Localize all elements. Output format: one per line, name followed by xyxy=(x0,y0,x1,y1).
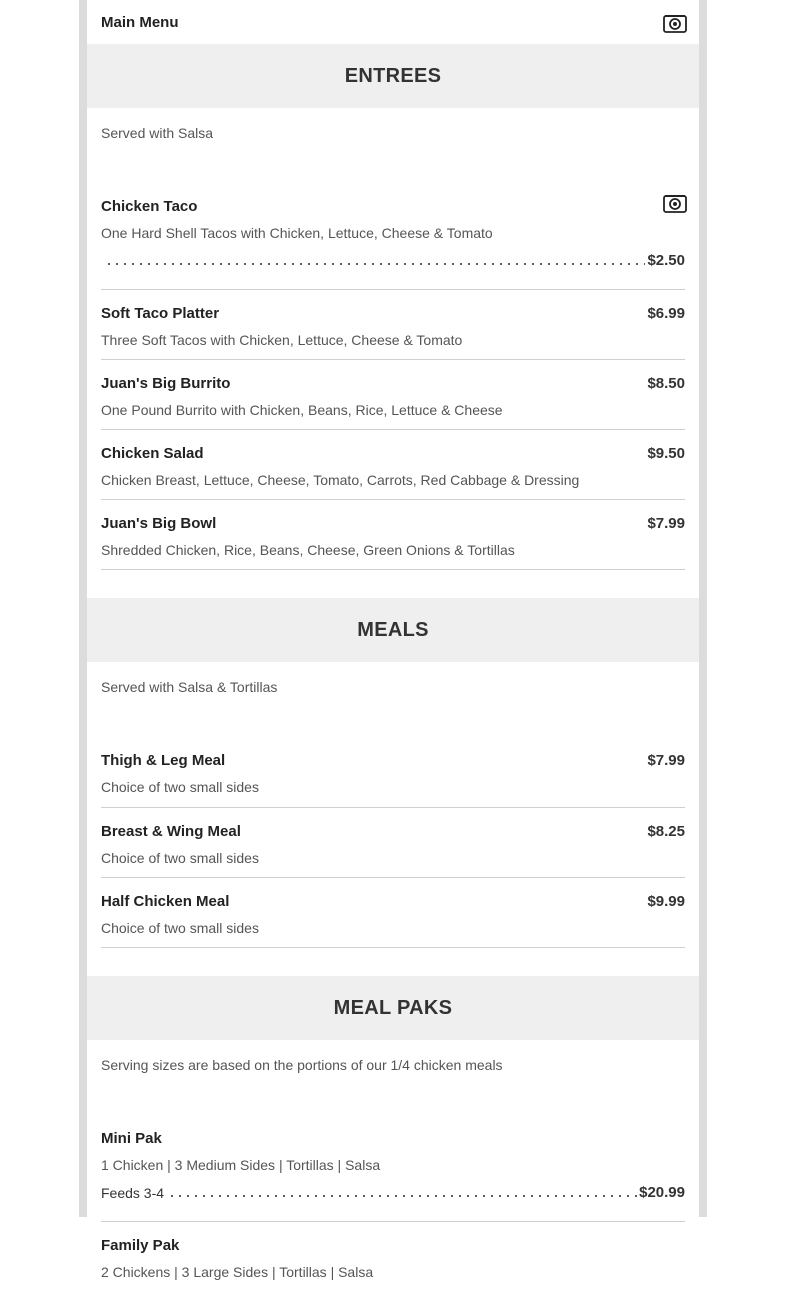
item-price: $9.99 xyxy=(647,893,685,910)
item-description: Chicken Breast, Lettuce, Cheese, Tomato, Carrots, Red Cabbage & Dressing xyxy=(101,472,580,488)
item-name: Breast & Wing Meal xyxy=(101,823,241,840)
menu-title: Main Menu xyxy=(101,13,179,31)
menu-item[interactable] xyxy=(101,500,685,570)
section-heading-meal-paks: MEAL PAKS xyxy=(87,976,699,1040)
menu-panel xyxy=(87,0,699,1280)
item-price: $6.99 xyxy=(647,305,685,322)
item-description: Choice of two small sides xyxy=(101,779,259,795)
item-name: Juan's Big Burrito xyxy=(101,375,231,392)
menu-item[interactable] xyxy=(101,808,685,878)
menu-header xyxy=(87,0,699,44)
section-heading-entrees: ENTREES xyxy=(87,44,699,108)
menu-item[interactable] xyxy=(101,719,685,808)
dot-leader xyxy=(168,1190,637,1198)
item-name: Chicken Taco xyxy=(101,198,198,215)
item-name: Chicken Salad xyxy=(101,445,204,462)
section-note-entrees: Served with Salsa xyxy=(101,125,214,141)
dot-leader xyxy=(105,258,645,266)
item-price: $2.50 xyxy=(647,252,685,269)
camera-icon[interactable] xyxy=(663,13,685,31)
section-note-meals: Served with Salsa & Tortillas xyxy=(101,679,278,695)
section-heading-meals: MEALS xyxy=(87,598,699,662)
menu-item[interactable] xyxy=(101,165,685,290)
item-price: $8.25 xyxy=(647,823,685,840)
camera-icon[interactable] xyxy=(663,193,685,211)
item-name: Soft Taco Platter xyxy=(101,305,220,322)
item-description: One Pound Burrito with Chicken, Beans, Rice, Lettuce & Cheese xyxy=(101,402,503,418)
item-description: One Hard Shell Tacos with Chicken, Lettuce, Cheese & Tomato xyxy=(101,225,493,241)
menu-item[interactable] xyxy=(101,430,685,500)
item-price: $20.99 xyxy=(639,1184,685,1201)
item-description: Three Soft Tacos with Chicken, Lettuce, Cheese & Tomato xyxy=(101,332,463,348)
menu-item[interactable] xyxy=(101,290,685,360)
item-name: Juan's Big Bowl xyxy=(101,515,217,532)
menu-item[interactable] xyxy=(101,1222,685,1291)
item-price: $8.50 xyxy=(647,375,685,392)
item-price: $7.99 xyxy=(647,515,685,532)
item-description: Shredded Chicken, Rice, Beans, Cheese, Green Onions & Tortillas xyxy=(101,542,515,558)
item-description: Choice of two small sides xyxy=(101,850,259,866)
item-serves: Feeds 3-4 xyxy=(101,1185,165,1201)
menu-item[interactable] xyxy=(101,1097,685,1222)
item-name: Family Pak xyxy=(101,1237,180,1254)
item-description: 2 Chickens | 3 Large Sides | Tortillas | Salsa xyxy=(101,1264,374,1280)
item-name: Half Chicken Meal xyxy=(101,893,230,910)
menu-item[interactable] xyxy=(101,360,685,430)
item-description: Choice of two small sides xyxy=(101,920,259,936)
item-name: Mini Pak xyxy=(101,1130,162,1147)
item-name: Thigh & Leg Meal xyxy=(101,752,226,769)
menu-item[interactable] xyxy=(101,878,685,948)
item-price: $7.99 xyxy=(647,752,685,769)
section-note-meal-paks: Serving sizes are based on the portions of our 1/4 chicken meals xyxy=(101,1057,503,1073)
item-price: $9.50 xyxy=(647,445,685,462)
item-description: 1 Chicken | 3 Medium Sides | Tortillas | Salsa xyxy=(101,1157,381,1173)
